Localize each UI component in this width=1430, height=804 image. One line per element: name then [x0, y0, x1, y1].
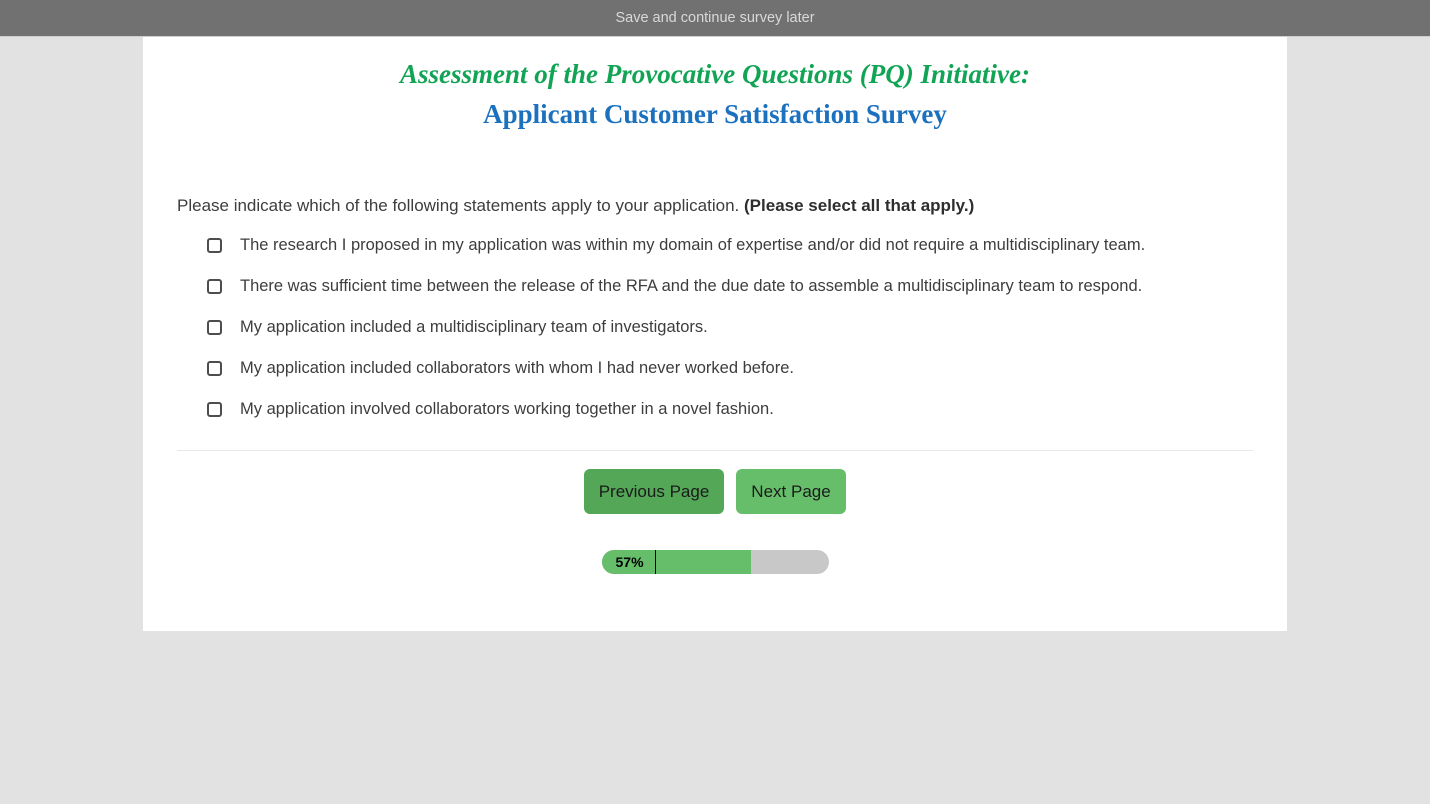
checkbox-option-5[interactable]: [207, 389, 1253, 430]
divider: [177, 450, 1253, 451]
previous-page-button[interactable]: Previous Page: [584, 469, 724, 514]
checkbox-label: There was sufficient time between the release of the RFA and the due date to assemble a multidisciplinary team to respond.: [240, 277, 1143, 295]
checkbox[interactable]: [207, 320, 222, 335]
checkbox[interactable]: [207, 361, 222, 376]
survey-title-line1: Assessment of the Provocative Questions (PQ) Initiative:: [400, 59, 1030, 89]
options-list: [177, 225, 1253, 430]
next-page-button[interactable]: Next Page: [736, 469, 846, 514]
checkbox[interactable]: [207, 402, 222, 417]
checkbox-option-1[interactable]: [207, 225, 1253, 266]
progress-percent-label: 57%: [615, 554, 644, 570]
progress-label-divider: [655, 550, 656, 574]
question-main-text: Please indicate which of the following statements apply to your application.: [177, 196, 740, 215]
checkbox-label: The research I proposed in my application was within my domain of expertise and/or did not require a multidisciplinary team.: [240, 236, 1146, 254]
save-continue-bar[interactable]: [0, 0, 1430, 37]
question-text: [177, 196, 1253, 216]
checkbox-label: My application included a multidisciplinary team of investigators.: [240, 318, 708, 336]
checkbox-option-2[interactable]: [207, 266, 1253, 307]
progress-bar: [602, 550, 829, 574]
checkbox[interactable]: [207, 279, 222, 294]
checkbox-option-4[interactable]: [207, 348, 1253, 389]
question-instruction: (Please select all that apply.): [744, 196, 975, 215]
nav-buttons: [177, 469, 1253, 514]
survey-panel: [143, 37, 1287, 631]
checkbox-label: My application involved collaborators working together in a novel fashion.: [240, 400, 774, 418]
survey-title-line2: Applicant Customer Satisfaction Survey: [483, 99, 947, 129]
checkbox-option-3[interactable]: [207, 307, 1253, 348]
checkbox[interactable]: [207, 238, 222, 253]
checkbox-label: My application included collaborators with whom I had never worked before.: [240, 359, 794, 377]
save-continue-label[interactable]: Save and continue survey later: [615, 10, 815, 26]
